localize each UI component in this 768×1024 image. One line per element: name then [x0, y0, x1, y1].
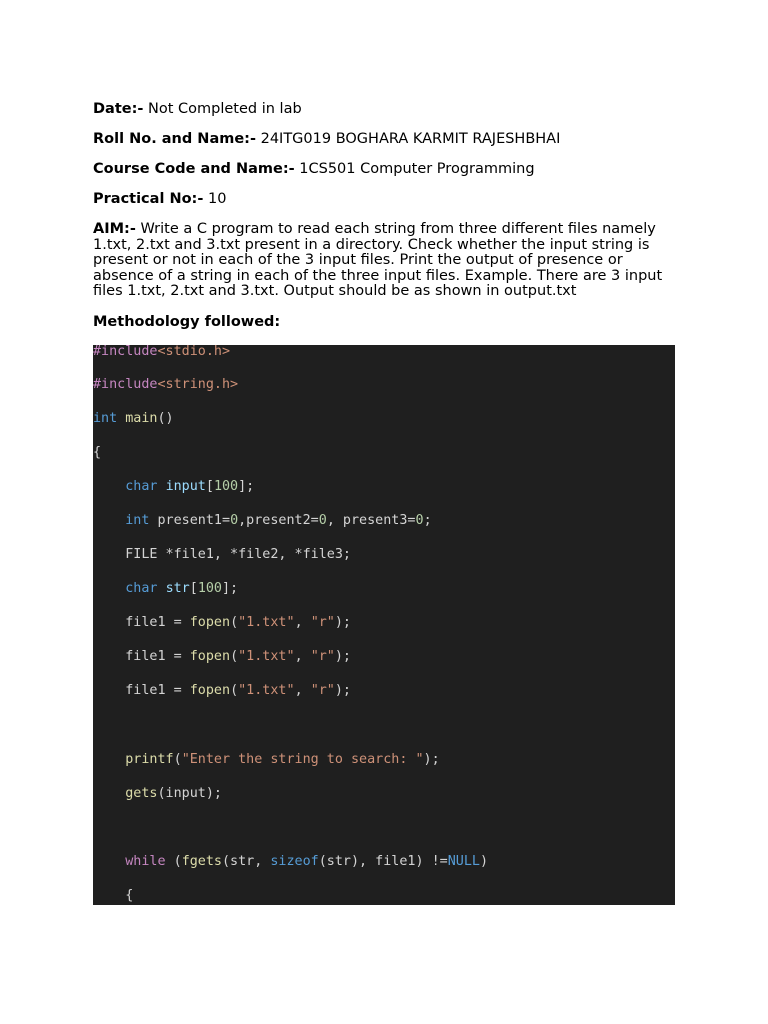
code-token: fopen [189, 649, 231, 664]
methodology-heading [93, 315, 280, 331]
code-token: file1 = [93, 683, 190, 698]
code-token [93, 752, 125, 767]
code-token [93, 513, 125, 528]
practical-value: 10 [203, 191, 227, 207]
code-line-13 [93, 785, 222, 803]
code-token: str [165, 581, 190, 596]
code-token [93, 786, 125, 801]
code-token: ); [334, 615, 351, 630]
code-token: ( [230, 615, 239, 630]
code-line-10 [93, 648, 351, 666]
course-label: Course Code and Name:- [93, 161, 295, 177]
code-token: "1.txt" [238, 649, 295, 664]
code-line-12 [93, 751, 440, 769]
course-line [93, 162, 535, 178]
methodology-label: Methodology followed: [93, 314, 281, 330]
code-token: "r" [310, 649, 335, 664]
code-line-11 [93, 682, 351, 700]
code-token: (str), file1) != [318, 854, 448, 869]
code-token: printf [125, 752, 174, 767]
code-token: int [93, 411, 118, 426]
code-token: ); [423, 752, 440, 767]
code-token: gets [125, 786, 158, 801]
aim-paragraph [93, 222, 675, 300]
code-token: , [294, 615, 311, 630]
code-token [93, 854, 125, 869]
roll-label: Roll No. and Name:- [93, 131, 256, 147]
code-token: fopen [189, 615, 231, 630]
code-token: 0 [415, 513, 424, 528]
code-token: ); [334, 683, 351, 698]
code-line-6 [93, 512, 432, 530]
code-token: NULL [447, 854, 480, 869]
code-token: #include [93, 345, 158, 359]
code-token: main [125, 411, 158, 426]
code-token: sizeof [270, 854, 319, 869]
code-token: present1= [149, 513, 231, 528]
code-token [93, 581, 125, 596]
code-token: #include [93, 377, 158, 392]
code-token: () [157, 411, 174, 426]
code-token: ( [165, 854, 182, 869]
code-token: <stdio.h> [157, 345, 231, 359]
code-token: , [294, 649, 311, 664]
code-token: , present3= [326, 513, 416, 528]
code-line-7 [93, 546, 351, 564]
date-value: Not Completed in lab [143, 101, 302, 117]
code-token: [ [205, 479, 214, 494]
course-value: 1CS501 Computer Programming [294, 161, 535, 177]
code-token: FILE *file1, *file2, *file3; [93, 547, 351, 562]
code-token: "1.txt" [238, 683, 295, 698]
code-token: , [294, 683, 311, 698]
code-token: ) [480, 854, 489, 869]
code-token [158, 581, 166, 596]
code-token: 100 [197, 581, 222, 596]
code-line-4 [93, 444, 101, 462]
code-token: (str, [222, 854, 271, 869]
code-line-15 [93, 887, 133, 905]
code-line-9 [93, 614, 351, 632]
code-token: ; [423, 513, 432, 528]
code-token: { [93, 445, 102, 460]
code-token: ( [230, 649, 239, 664]
code-token: ( [173, 752, 182, 767]
code-token: ]; [238, 479, 255, 494]
code-token: [ [189, 581, 198, 596]
code-token: ]; [222, 581, 239, 596]
code-token: while [125, 854, 166, 869]
code-token: "r" [310, 615, 335, 630]
practical-label: Practical No:- [93, 191, 204, 207]
code-token: 100 [213, 479, 239, 494]
code-token: 0 [230, 513, 239, 528]
code-line-3 [93, 410, 174, 428]
code-token: fgets [181, 854, 222, 869]
code-token [93, 479, 125, 494]
code-block [93, 345, 675, 905]
code-line-1 [93, 345, 230, 361]
date-label: Date:- [93, 101, 144, 117]
code-token: file1 = [93, 649, 190, 664]
code-token: char [125, 581, 158, 596]
code-token: "r" [310, 683, 335, 698]
practical-line [93, 192, 226, 208]
code-line-8 [93, 580, 238, 598]
code-token [158, 479, 166, 494]
code-token: ); [334, 649, 351, 664]
code-token: input [165, 479, 206, 494]
code-token: fopen [189, 683, 231, 698]
code-line-2 [93, 376, 238, 394]
code-token: int [125, 513, 150, 528]
code-token: file1 = [93, 615, 190, 630]
code-token: { [93, 888, 134, 903]
code-token: "1.txt" [238, 615, 295, 630]
code-token: ( [230, 683, 239, 698]
code-token: 0 [318, 513, 327, 528]
code-line-5 [93, 478, 254, 496]
code-token: ,present2= [238, 513, 319, 528]
code-token: "Enter the string to search: " [181, 752, 424, 767]
aim-label: AIM:- [93, 221, 136, 237]
code-token: <string.h> [157, 377, 239, 392]
code-token: char [125, 479, 158, 494]
code-token: (input); [157, 786, 222, 801]
code-line-14 [93, 853, 488, 871]
aim-text: Write a C program to read each string from three different files namely 1.txt, 2.txt and 3.txt present in a directory. Check whether the input string is present or not in each of the 3 input files. Print the output of presence or absence of a string in each of the three input files. Example. There are 3 input files 1.txt, 2.txt and 3.txt. Output should be as shown in output.txt [93, 221, 663, 299]
date-line [93, 102, 302, 118]
roll-value: 24ITG019 BOGHARA KARMIT RAJESHBHAI [255, 131, 561, 147]
roll-name-line [93, 132, 560, 148]
